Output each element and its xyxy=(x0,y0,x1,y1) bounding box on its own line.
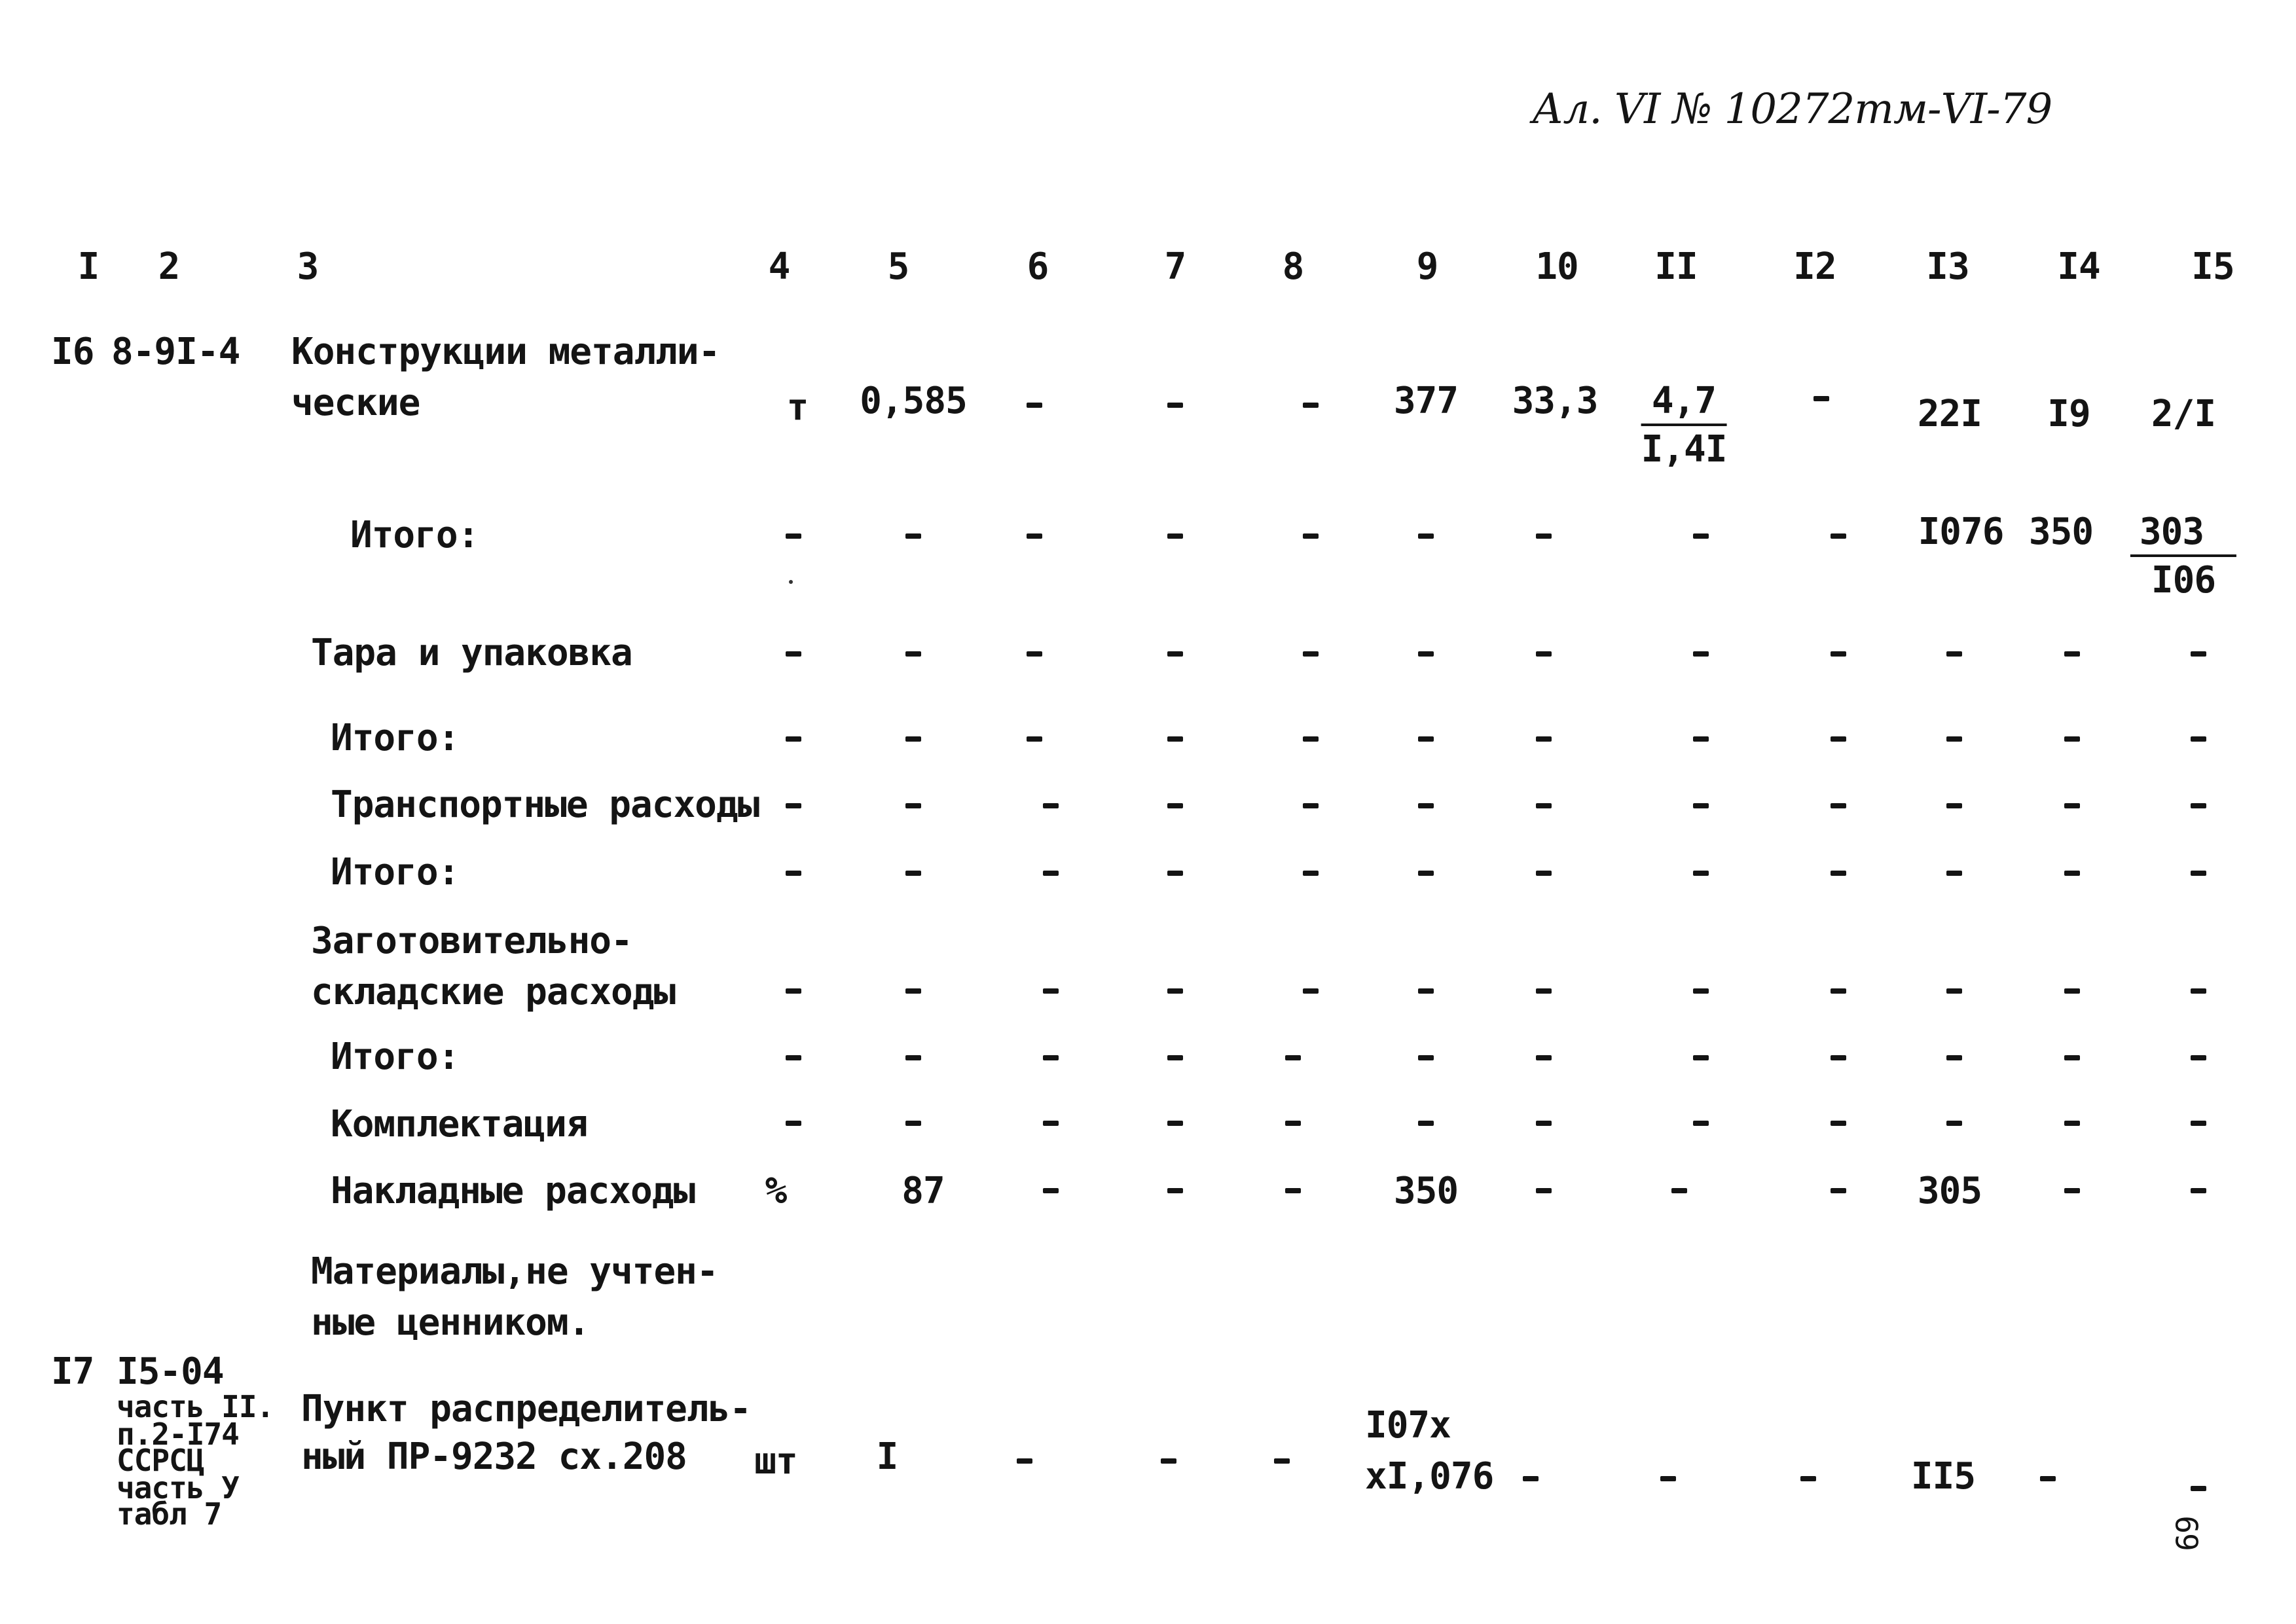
cost-cell: 350 xyxy=(1393,1170,1459,1212)
row-label: складские расходы xyxy=(311,971,676,1013)
row-label: Тара и упаковка xyxy=(311,632,632,674)
stray-dot xyxy=(789,580,793,584)
quantity-cell: 87 xyxy=(902,1170,945,1212)
empty-cell-dash xyxy=(1523,1476,1539,1481)
empty-cell-dash xyxy=(1693,988,1709,994)
empty-cell-dash xyxy=(1043,1121,1059,1126)
empty-cell-dash xyxy=(1167,803,1183,808)
empty-cell-dash xyxy=(2040,1476,2056,1481)
cost-cell: 2/I xyxy=(2151,393,2216,435)
empty-cell-dash xyxy=(2064,651,2080,657)
empty-cell-dash xyxy=(786,871,801,876)
column-number: 8 xyxy=(1282,245,1304,288)
empty-cell-dash xyxy=(1693,803,1709,808)
section-heading-line: Материалы,не учтен- xyxy=(311,1250,718,1293)
subtotal-label: Итого: xyxy=(331,1036,460,1078)
row-label: Заготовительно- xyxy=(311,920,632,962)
empty-cell-dash xyxy=(1167,736,1183,742)
document-reference: Ал. VI № 10272тм-VI-79 xyxy=(1532,85,2052,134)
empty-cell-dash xyxy=(1043,1188,1059,1193)
column-number: 4 xyxy=(768,245,790,288)
empty-cell-dash xyxy=(1831,736,1846,742)
empty-cell-dash xyxy=(1536,1188,1552,1193)
empty-cell-dash xyxy=(1693,1121,1709,1126)
subtotal-label: Итого: xyxy=(350,514,479,556)
page-number: 69 xyxy=(2170,1516,2206,1551)
empty-cell-dash xyxy=(786,651,801,657)
empty-cell-dash xyxy=(786,1121,801,1126)
empty-cell-dash xyxy=(1418,651,1434,657)
column-number: I xyxy=(77,245,100,288)
empty-cell-dash xyxy=(1831,871,1846,876)
empty-cell-dash xyxy=(905,871,921,876)
row-label: Транспортные расходы xyxy=(331,784,759,826)
estimate-reference: часть У xyxy=(117,1470,239,1506)
empty-cell-dash xyxy=(2191,1121,2206,1126)
empty-cell-dash xyxy=(1167,988,1183,994)
empty-cell-dash xyxy=(1167,871,1183,876)
item-name: Пункт распределитель- xyxy=(301,1388,752,1430)
empty-cell-dash xyxy=(1285,1055,1301,1060)
empty-cell-dash xyxy=(1418,803,1434,808)
empty-cell-dash xyxy=(1418,1055,1434,1060)
empty-cell-dash xyxy=(1027,651,1042,657)
empty-cell-dash xyxy=(786,1055,801,1060)
empty-cell-dash xyxy=(1693,871,1709,876)
empty-cell-dash xyxy=(1946,1121,1962,1126)
estimate-code: I5-04 xyxy=(117,1350,224,1393)
empty-cell-dash xyxy=(905,651,921,657)
unit-cell: шт xyxy=(754,1440,797,1483)
empty-cell-dash xyxy=(1693,736,1709,742)
estimate-reference: часть II. xyxy=(117,1389,274,1424)
empty-cell-dash xyxy=(1285,1188,1301,1193)
empty-cell-dash xyxy=(1017,1458,1032,1464)
empty-cell-dash xyxy=(1693,651,1709,657)
column-number: I3 xyxy=(1926,245,1969,288)
fraction-denominator: I06 xyxy=(2151,559,2216,602)
empty-cell-dash xyxy=(905,1055,921,1060)
empty-cell-dash xyxy=(1285,1121,1301,1126)
empty-cell-dash xyxy=(1167,533,1183,539)
empty-cell-dash xyxy=(1043,1055,1059,1060)
empty-cell-dash xyxy=(2191,1486,2206,1491)
empty-cell-dash xyxy=(1274,1458,1290,1464)
empty-cell-dash xyxy=(1693,533,1709,539)
empty-cell-dash xyxy=(2191,1188,2206,1193)
fraction-cell xyxy=(1641,380,1727,471)
empty-cell-dash xyxy=(1536,803,1552,808)
empty-cell-dash xyxy=(1418,533,1434,539)
cost-cell: II5 xyxy=(1910,1455,1976,1498)
empty-cell-dash xyxy=(2191,871,2206,876)
column-number: 9 xyxy=(1416,245,1438,288)
subtotal-label: Итого: xyxy=(331,851,460,893)
empty-cell-dash xyxy=(905,988,921,994)
empty-cell-dash xyxy=(1660,1476,1676,1481)
empty-cell-dash xyxy=(905,803,921,808)
empty-cell-dash xyxy=(1303,651,1319,657)
cost-cell: 22I xyxy=(1917,393,1982,435)
row-number: I7 xyxy=(51,1350,94,1393)
estimate-reference: табл 7 xyxy=(117,1496,222,1532)
item-name: Конструкции металли- xyxy=(291,331,720,373)
empty-cell-dash xyxy=(1831,1188,1846,1193)
estimate-code: 8-9I-4 xyxy=(111,331,240,373)
empty-cell-dash xyxy=(1536,988,1552,994)
empty-cell-dash xyxy=(1027,533,1042,539)
empty-cell-dash xyxy=(1536,736,1552,742)
empty-cell-dash xyxy=(2191,803,2206,808)
quantity-cell: I xyxy=(876,1435,898,1478)
empty-cell-dash xyxy=(1946,803,1962,808)
empty-cell-dash xyxy=(1536,533,1552,539)
empty-cell-dash xyxy=(1167,1188,1183,1193)
section-heading-line: ные ценником. xyxy=(311,1301,590,1344)
empty-cell-dash xyxy=(1167,403,1183,408)
empty-cell-dash xyxy=(1303,871,1319,876)
column-number: II xyxy=(1654,245,1698,288)
cost-cell: 305 xyxy=(1917,1170,1982,1212)
empty-cell-dash xyxy=(786,988,801,994)
empty-cell-dash xyxy=(1831,1055,1846,1060)
fraction-numerator: 4,7 xyxy=(1641,383,1727,426)
empty-cell-dash xyxy=(1946,736,1962,742)
fraction-denominator: I,4I xyxy=(1641,428,1727,471)
cost-formula: I07х xyxy=(1365,1404,1451,1447)
column-number: 3 xyxy=(297,245,319,288)
empty-cell-dash xyxy=(2064,871,2080,876)
empty-cell-dash xyxy=(1536,1055,1552,1060)
column-number: 10 xyxy=(1535,245,1578,288)
column-number: 6 xyxy=(1027,245,1049,288)
column-number: 2 xyxy=(158,245,180,288)
empty-cell-dash xyxy=(1536,651,1552,657)
row-number: I6 xyxy=(51,331,94,373)
empty-cell-dash xyxy=(1027,403,1042,408)
column-number: I2 xyxy=(1793,245,1836,288)
row-label: Накладные расходы xyxy=(331,1170,695,1212)
empty-cell-dash xyxy=(1536,1121,1552,1126)
empty-cell-dash xyxy=(1831,803,1846,808)
empty-cell-dash xyxy=(2064,736,2080,742)
empty-cell-dash xyxy=(1831,988,1846,994)
empty-cell-dash xyxy=(2191,736,2206,742)
empty-cell-dash xyxy=(1303,403,1319,408)
item-name: ный ПР-9232 сх.208 xyxy=(301,1435,687,1478)
estimate-reference: п.2-I74 xyxy=(117,1416,239,1452)
unit-cell: % xyxy=(765,1170,787,1212)
empty-cell-dash xyxy=(1303,736,1319,742)
empty-cell-dash xyxy=(1946,1055,1962,1060)
empty-cell-dash xyxy=(1167,651,1183,657)
empty-cell-dash xyxy=(1813,396,1829,401)
empty-cell-dash xyxy=(1831,1121,1846,1126)
subtotal-cell: 350 xyxy=(2028,511,2094,553)
empty-cell-dash xyxy=(1418,871,1434,876)
empty-cell-dash xyxy=(1418,988,1434,994)
empty-cell-dash xyxy=(1027,736,1042,742)
empty-cell-dash xyxy=(786,533,801,539)
empty-cell-dash xyxy=(1303,988,1319,994)
empty-cell-dash xyxy=(786,803,801,808)
empty-cell-dash xyxy=(1043,988,1059,994)
empty-cell-dash xyxy=(1946,988,1962,994)
column-number: 5 xyxy=(887,245,909,288)
fraction-numerator: 303 xyxy=(2130,514,2236,557)
empty-cell-dash xyxy=(1671,1188,1687,1193)
empty-cell-dash xyxy=(905,1121,921,1126)
empty-cell-dash xyxy=(2191,1055,2206,1060)
empty-cell-dash xyxy=(2064,1121,2080,1126)
row-label: Комплектация xyxy=(331,1103,588,1146)
empty-cell-dash xyxy=(1693,1055,1709,1060)
cost-formula: хI,076 xyxy=(1365,1455,1494,1498)
estimate-reference: ССРСЦ xyxy=(117,1443,204,1478)
empty-cell-dash xyxy=(1418,1121,1434,1126)
cost-cell: 377 xyxy=(1393,380,1459,422)
empty-cell-dash xyxy=(2064,988,2080,994)
empty-cell-dash xyxy=(1167,1055,1183,1060)
empty-cell-dash xyxy=(1303,533,1319,539)
subtotal-label: Итого: xyxy=(331,717,460,759)
column-number: 7 xyxy=(1164,245,1186,288)
empty-cell-dash xyxy=(1536,871,1552,876)
empty-cell-dash xyxy=(2064,1055,2080,1060)
empty-cell-dash xyxy=(1418,736,1434,742)
empty-cell-dash xyxy=(1043,803,1059,808)
quantity-cell: 0,585 xyxy=(860,380,967,422)
empty-cell-dash xyxy=(1303,803,1319,808)
empty-cell-dash xyxy=(905,533,921,539)
empty-cell-dash xyxy=(905,736,921,742)
empty-cell-dash xyxy=(2064,803,2080,808)
empty-cell-dash xyxy=(1167,1121,1183,1126)
cost-cell: 33,3 xyxy=(1512,380,1598,422)
empty-cell-dash xyxy=(1043,871,1059,876)
empty-cell-dash xyxy=(2191,651,2206,657)
empty-cell-dash xyxy=(1831,651,1846,657)
empty-cell-dash xyxy=(1946,871,1962,876)
empty-cell-dash xyxy=(1946,651,1962,657)
column-number: I4 xyxy=(2057,245,2100,288)
empty-cell-dash xyxy=(2191,988,2206,994)
cost-cell: I9 xyxy=(2047,393,2090,435)
empty-cell-dash xyxy=(1800,1476,1816,1481)
empty-cell-dash xyxy=(1161,1458,1176,1464)
empty-cell-dash xyxy=(1831,533,1846,539)
fraction-cell xyxy=(2130,511,2236,602)
column-number: I5 xyxy=(2191,245,2234,288)
empty-cell-dash xyxy=(2064,1188,2080,1193)
unit-cell: т xyxy=(786,386,809,429)
item-name: ческие xyxy=(291,382,420,424)
empty-cell-dash xyxy=(786,736,801,742)
subtotal-cell: I076 xyxy=(1918,511,2004,553)
